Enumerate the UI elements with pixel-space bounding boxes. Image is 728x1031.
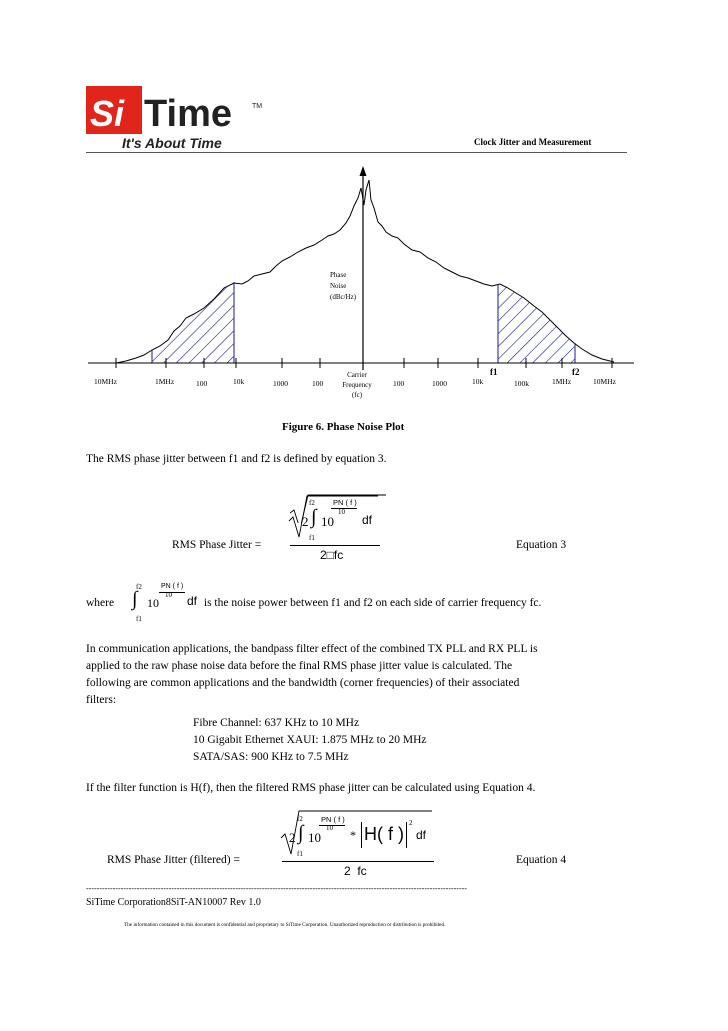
logo-time: Time [144, 93, 233, 135]
eq3-denominator: 2□fc [320, 548, 344, 562]
applications-paragraph [86, 641, 538, 709]
footer-notice: The information contained in this document is confidential and proprietary to SiTime Corporation. Unauthorized reproduction or distribution is prohibited. [124, 922, 446, 928]
eq3-df: df [362, 513, 373, 527]
carrier-label-line: (fc) [351, 391, 363, 399]
where-description: is the noise power between f1 and f2 on each side of carrier frequency fc. [201, 597, 542, 609]
paragraph-line: applied to the raw phase noise data before the final RMS phase jitter value is calculated. The [86, 660, 513, 672]
eq4-base: 10 [308, 830, 321, 845]
where-df: df [187, 594, 198, 608]
tick-label: 10k [472, 377, 484, 386]
eq3-base: 10 [321, 514, 334, 529]
tick-label: 100 [196, 379, 208, 388]
where-integral-sign: ∫ [132, 588, 138, 610]
eq3-upper-limit: f2 [309, 499, 315, 507]
doc-title: Clock Jitter and Measurement [474, 137, 592, 147]
tick-label: 10k [233, 377, 245, 386]
f1-label: f1 [490, 367, 498, 377]
tick-label: 10MHz [94, 377, 117, 386]
y-axis-label [330, 270, 356, 303]
sitime-logo [86, 86, 276, 150]
list-item: Fibre Channel: 637 KHz to 10 MHz [193, 717, 360, 729]
eq4-exp-den: 10 [326, 824, 333, 832]
logo-tm: TM [252, 103, 263, 110]
eq4-fraction-bar [282, 861, 434, 862]
intro-paragraph: The RMS phase jitter between f1 and f2 is defined by equation 3. [86, 453, 387, 465]
list-item: 10 Gigabit Ethernet XAUI: 1.875 MHz to 20 MHz [193, 734, 427, 746]
eq4-denominator: 2 fc [344, 864, 367, 878]
eq3-coef: 2 [302, 514, 309, 529]
eq3-lower-limit: f1 [309, 534, 315, 542]
eq4-df: df [416, 828, 427, 842]
eq3-fraction-bar [290, 545, 380, 546]
applications-list [193, 715, 426, 766]
y-axis-label-line: Noise [330, 282, 347, 290]
eq3-label: Equation 3 [516, 539, 567, 551]
carrier-label [338, 370, 376, 400]
carrier-label-line: Frequency [342, 381, 372, 389]
eq4-upper-limit: f2 [297, 815, 303, 823]
f2-label: f2 [572, 367, 580, 377]
where-exp-den: 10 [165, 591, 172, 599]
header-rule [86, 152, 627, 153]
list-item: SATA/SAS: 900 KHz to 7.5 MHz [193, 751, 349, 763]
y-axis-label-line: Phase [330, 271, 347, 279]
eq4-abs-left [361, 822, 362, 848]
where-base: 10 [147, 596, 159, 610]
where-upper-limit: f2 [136, 583, 142, 591]
tick-label: 1000 [273, 379, 288, 388]
logo-si: Si [90, 93, 125, 134]
eq4-coef: 2 [289, 830, 296, 845]
logo-tagline: It's About Time [122, 135, 222, 150]
paragraph-line: following are common applications and the bandwidth (corner frequencies) of their associated [86, 677, 520, 689]
tick-label: 10MHz [593, 377, 616, 386]
eq4-exp-num: PN ( f ) [321, 815, 345, 824]
eq4-abs-right [406, 822, 407, 848]
y-axis-label-line: (dBc/Hz) [330, 293, 357, 301]
footer-rule: ----------------------------------------------------------------------------------------------------------------------------------------------- [86, 884, 467, 893]
where-word: where [86, 597, 115, 609]
eq4-lower-limit: f1 [297, 850, 303, 858]
tick-label: 1000 [432, 379, 447, 388]
paragraph-line: In communication applications, the bandpass filter effect of the combined TX PLL and RX PLL is [86, 643, 538, 655]
footer-corp: SiTime Corporation8SiT-AN10007 Rev 1.0 [86, 897, 261, 908]
eq4-label: Equation 4 [516, 854, 567, 866]
filter-paragraph: If the filter function is H(f), then the filtered RMS phase jitter can be calculated using Equation 4. [86, 782, 536, 794]
tick-label: 1MHz [155, 377, 175, 386]
carrier-label-line: Carrier [347, 371, 367, 379]
eq3-exp-num: PN ( f ) [333, 498, 357, 507]
eq4-hf: H( f ) [364, 824, 404, 844]
tick-label: 1MHz [552, 377, 572, 386]
eq3-exp-den: 10 [338, 508, 345, 516]
eq3-lhs: RMS Phase Jitter = [172, 539, 262, 551]
eq4-power: 2 [409, 819, 413, 827]
tick-label: 100k [514, 379, 529, 388]
tick-label: 100 [393, 379, 405, 388]
eq4-times: * [350, 828, 356, 842]
where-exp-bar [159, 592, 185, 593]
where-lower-limit: f1 [136, 615, 142, 623]
where-exp-num: PN ( f ) [161, 583, 184, 590]
paragraph-line: filters: [86, 694, 117, 706]
tick-label: 100 [312, 379, 324, 388]
figure-caption: Figure 6. Phase Noise Plot [282, 421, 405, 433]
eq4-integral-sign: ∫ [298, 822, 304, 844]
eq4-lhs: RMS Phase Jitter (filtered) = [107, 854, 240, 866]
eq3-integral-sign: ∫ [311, 506, 317, 528]
